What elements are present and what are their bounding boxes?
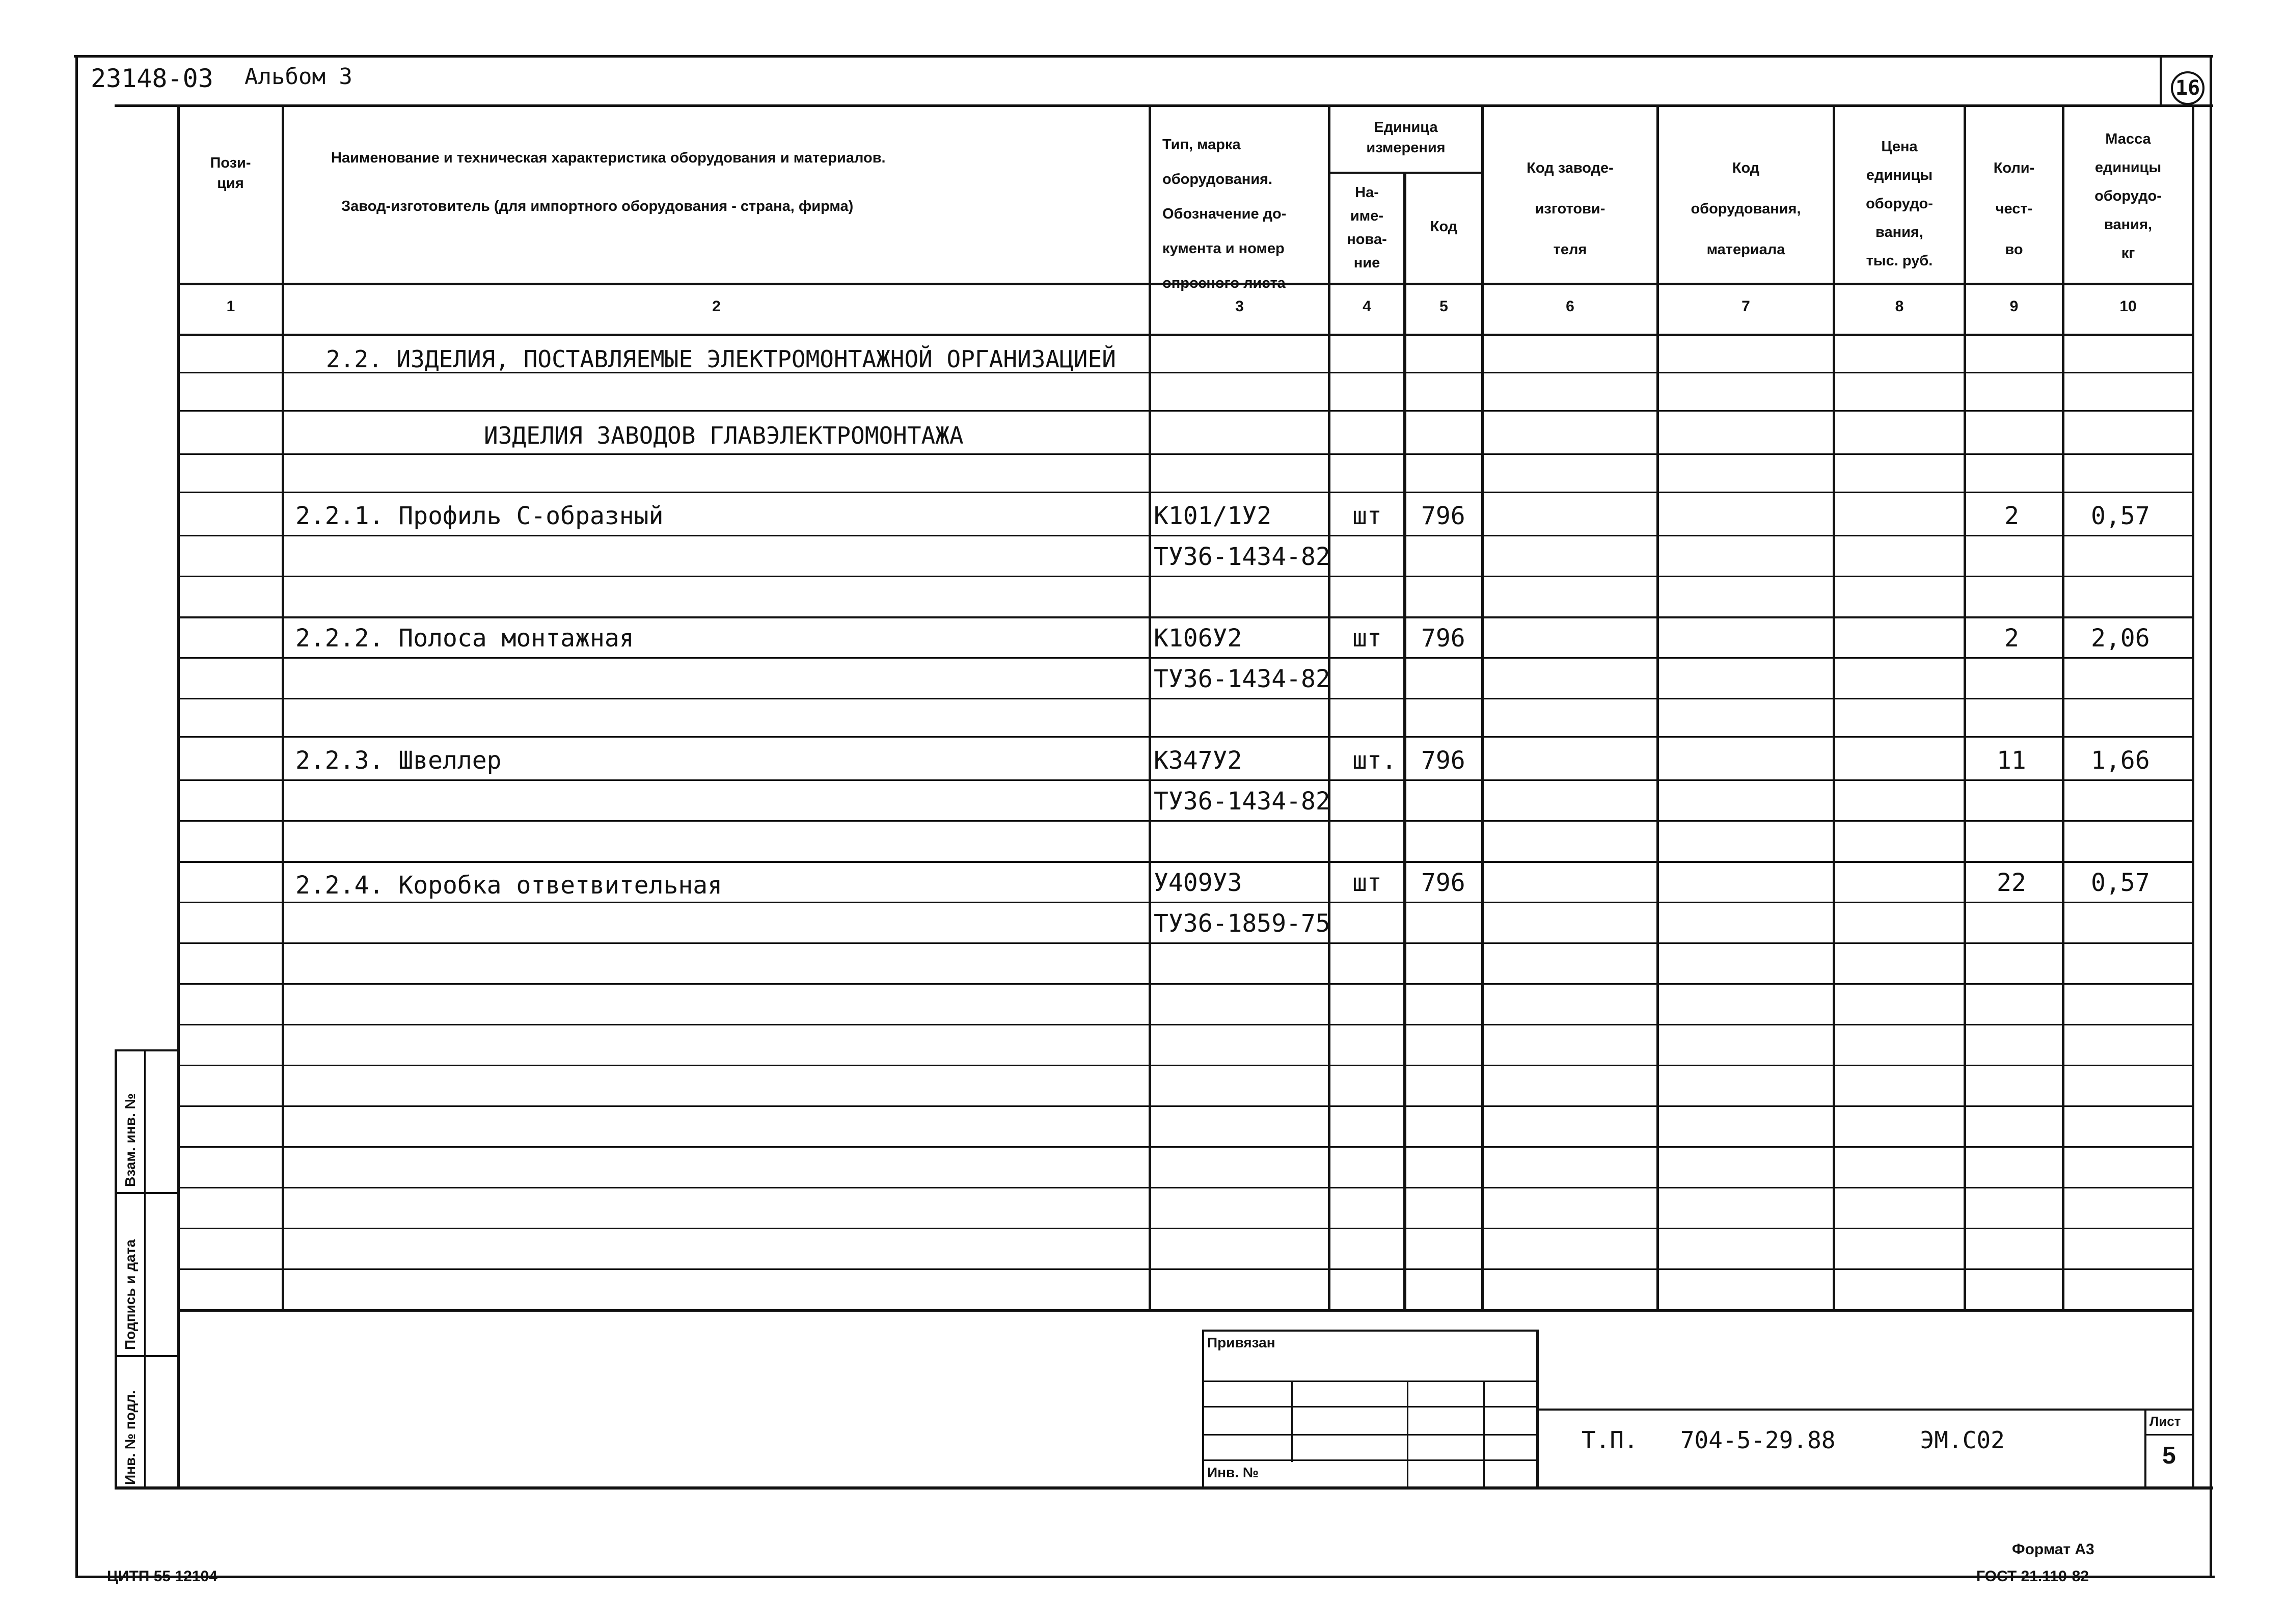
title-block-code: Т.П. 704-5-29.88 ЭМ.С02 [1582,1426,2005,1454]
header-name-line1: Наименование и техническая характеристика оборудования и материалов. [331,150,886,166]
format-label: Формат А3 [2012,1541,2094,1558]
doc-number: 23148-03 [91,64,213,93]
item-unit-code: 796 [1421,869,1465,897]
item-type: К347У2 [1154,746,1242,775]
item-unit-code: 796 [1421,624,1465,653]
item-unit-code: 796 [1421,502,1465,530]
album-label: Альбом 3 [244,64,352,90]
header-type: Тип, марка оборудования. Обозначение до- кумента и номер опросного листа [1162,137,1287,291]
item-qty: 2 [2004,502,2019,530]
item-name: 2.2.1. Профиль С-образный [295,502,664,530]
stamp-inv-original: Инв. № подл. [122,1390,138,1485]
item-doc: ТУ36-1434-82 [1154,543,1330,571]
header-position: Пози- ция [210,155,251,192]
col-num-8: 8 [1895,298,1904,315]
header-unit-name: На- име- нова- ние [1347,184,1387,271]
item-qty: 2 [2004,624,2019,653]
item-unit: шт [1352,869,1382,897]
header-maker-code: Код заводе- изготови- теля [1527,160,1614,258]
item-type: К106У2 [1154,624,1242,653]
gost-label: ГОСТ 21.110-82 [1976,1568,2089,1585]
col-num-4: 4 [1363,298,1371,315]
item-name: 2.2.4. Коробка ответвительная [295,871,723,900]
col-num-9: 9 [2009,298,2019,315]
col-num-5: 5 [1439,298,1448,315]
stamp-replace-inv: Взам. инв. № [122,1093,138,1187]
item-qty: 11 [1997,746,2026,775]
col-num-10: 10 [2119,298,2137,315]
section-title: 2.2. ИЗДЕЛИЯ, ПОСТАВЛЯЕМЫЕ ЭЛЕКТРОМОНТАЖНОЙ ОРГАНИЗАЦИЕЙ [326,345,1116,373]
header-name-line2: Завод-изготовитель (для импортного оборудования - страна, фирма) [341,198,854,214]
item-name: 2.2.3. Швеллер [295,746,502,775]
stamp-signature-date: Подпись и дата [122,1239,138,1350]
item-qty: 22 [1997,869,2026,897]
col-num-6: 6 [1566,298,1574,315]
item-mass: 0,57 [2091,502,2150,530]
col-num-7: 7 [1741,298,1750,315]
bound-label: Привязан [1207,1335,1275,1350]
item-type: У409У3 [1154,869,1242,897]
sheet-label: Лист [2149,1414,2181,1429]
page-number-circle: 16 [2171,71,2205,105]
header-quantity: Коли- чест- во [1993,160,2035,258]
item-name: 2.2.2. Полоса монтажная [295,624,634,653]
item-mass: 0,57 [2091,869,2150,897]
item-unit: шт [1352,502,1382,530]
item-doc: ТУ36-1859-75 [1154,909,1330,938]
item-doc: ТУ36-1434-82 [1154,665,1330,693]
item-doc: ТУ36-1434-82 [1154,787,1330,816]
item-mass: 2,06 [2091,624,2150,653]
item-unit: шт [1352,624,1382,653]
col-num-3: 3 [1235,298,1244,315]
item-type: К101/1У2 [1154,502,1272,530]
item-mass: 1,66 [2091,746,2150,775]
item-unit-code: 796 [1421,746,1465,775]
header-equipment-code: Код оборудования, материала [1691,160,1801,258]
header-unit: Единица измерения [1366,119,1446,156]
item-unit: шт. [1352,746,1397,775]
sheet-number: 5 [2162,1442,2176,1469]
subsection-title: ИЗДЕЛИЯ ЗАВОДОВ ГЛАВЭЛЕКТРОМОНТАЖА [484,422,964,449]
inv-label: Инв. № [1207,1465,1259,1480]
header-mass: Масса единицы оборудо- вания, кг [2094,131,2162,261]
col-num-1: 1 [226,298,235,315]
header-unit-code: Код [1430,219,1458,235]
bottom-left-code: ЦИТП 55 12104 [107,1568,217,1585]
col-num-2: 2 [712,298,721,315]
header-price: Цена единицы оборудо- вания, тыс. руб. [1866,139,1933,269]
